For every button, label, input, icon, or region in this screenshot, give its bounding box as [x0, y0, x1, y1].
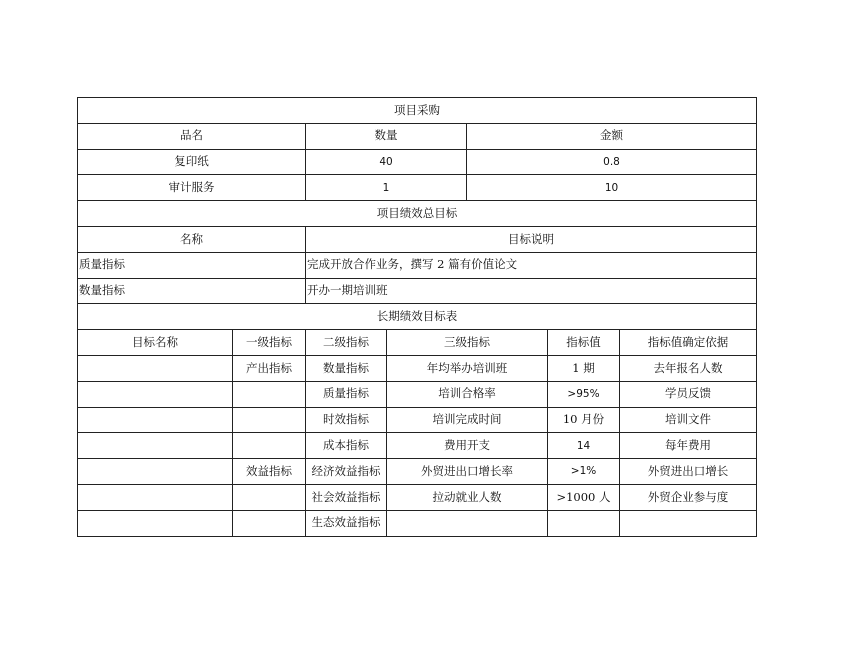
table-row: [78, 355, 757, 381]
level2-cell: 社会效益指标: [306, 484, 387, 510]
level3-cell: [387, 510, 548, 536]
header-level2: 二级指标: [306, 330, 387, 356]
level2-cell: 质量指标: [306, 381, 387, 407]
level2-cell: 经济效益指标: [306, 459, 387, 485]
level1-cell: 产出指标: [233, 355, 306, 381]
performance-table-sheet: [77, 97, 756, 537]
table-header-row: [78, 330, 757, 356]
goal-name-cell: [78, 355, 233, 381]
table-row: [78, 278, 757, 304]
goal-name-cell: [78, 459, 233, 485]
level2-cell: 数量指标: [306, 355, 387, 381]
table-header-row: [78, 226, 757, 252]
amount-cell: 10: [467, 175, 757, 201]
indicator-value-cell: 10 月份: [548, 407, 620, 433]
header-amount: 金额: [467, 123, 757, 149]
header-item-name: 品名: [78, 123, 306, 149]
level2-cell: 时效指标: [306, 407, 387, 433]
indicator-value-cell: 1 期: [548, 355, 620, 381]
header-goal-name: 目标名称: [78, 330, 233, 356]
level1-cell: 效益指标: [233, 459, 306, 485]
goal-name-cell: [78, 510, 233, 536]
quantity-cell: 40: [306, 149, 467, 175]
header-value-basis: 指标值确定依据: [620, 330, 757, 356]
indicator-value-cell: >95%: [548, 381, 620, 407]
level3-cell: 培训合格率: [387, 381, 548, 407]
level1-cell: [233, 484, 306, 510]
table-row: [78, 510, 757, 536]
value-basis-cell: 去年报名人数: [620, 355, 757, 381]
table-row: [78, 407, 757, 433]
value-basis-cell: 外贸企业参与度: [620, 484, 757, 510]
level3-cell: 拉动就业人数: [387, 484, 548, 510]
value-basis-cell: 每年费用: [620, 433, 757, 459]
header-goal-description: 目标说明: [306, 226, 757, 252]
level3-cell: 培训完成时间: [387, 407, 548, 433]
level3-cell: 外贸进出口增长率: [387, 459, 548, 485]
procurement-title: 项目采购: [78, 98, 757, 124]
item-name-cell: 复印纸: [78, 149, 306, 175]
quantity-cell: 1: [306, 175, 467, 201]
table-header-row: [78, 123, 757, 149]
header-level1: 一级指标: [233, 330, 306, 356]
level3-cell: 年均举办培训班: [387, 355, 548, 381]
table-row: [78, 433, 757, 459]
table-row: [78, 149, 757, 175]
goal-description-cell: 完成开放合作业务，撰写 2 篇有价值论文: [306, 252, 757, 278]
goal-name-cell: [78, 407, 233, 433]
level2-cell: 成本指标: [306, 433, 387, 459]
value-basis-cell: 外贸进出口增长: [620, 459, 757, 485]
goal-name-cell: 质量指标: [78, 252, 306, 278]
indicator-value-cell: >1%: [548, 459, 620, 485]
header-level3: 三级指标: [387, 330, 548, 356]
goal-name-cell: [78, 433, 233, 459]
long-term-title: 长期绩效目标表: [78, 304, 757, 329]
table-row: [78, 484, 757, 510]
goal-name-cell: 数量指标: [78, 278, 306, 304]
header-quantity: 数量: [306, 123, 467, 149]
level2-cell: 生态效益指标: [306, 510, 387, 536]
goal-name-cell: [78, 381, 233, 407]
long-term-table: [77, 304, 757, 536]
table-row: [78, 252, 757, 278]
level1-cell: [233, 407, 306, 433]
header-name: 名称: [78, 226, 306, 252]
indicator-value-cell: [548, 510, 620, 536]
indicator-value-cell: 14: [548, 433, 620, 459]
overall-goal-table: [77, 201, 757, 304]
overall-goal-title: 项目绩效总目标: [78, 201, 757, 226]
table-row: [78, 381, 757, 407]
level1-cell: [233, 510, 306, 536]
value-basis-cell: [620, 510, 757, 536]
level1-cell: [233, 381, 306, 407]
level1-cell: [233, 433, 306, 459]
table-row: [78, 459, 757, 485]
indicator-value-cell: >1000 人: [548, 484, 620, 510]
amount-cell: 0.8: [467, 149, 757, 175]
header-indicator-value: 指标值: [548, 330, 620, 356]
item-name-cell: 审计服务: [78, 175, 306, 201]
value-basis-cell: 培训文件: [620, 407, 757, 433]
level3-cell: 费用开支: [387, 433, 548, 459]
goal-name-cell: [78, 484, 233, 510]
table-row: [78, 175, 757, 201]
value-basis-cell: 学员反馈: [620, 381, 757, 407]
goal-description-cell: 开办一期培训班: [306, 278, 757, 304]
procurement-table: [77, 97, 757, 201]
